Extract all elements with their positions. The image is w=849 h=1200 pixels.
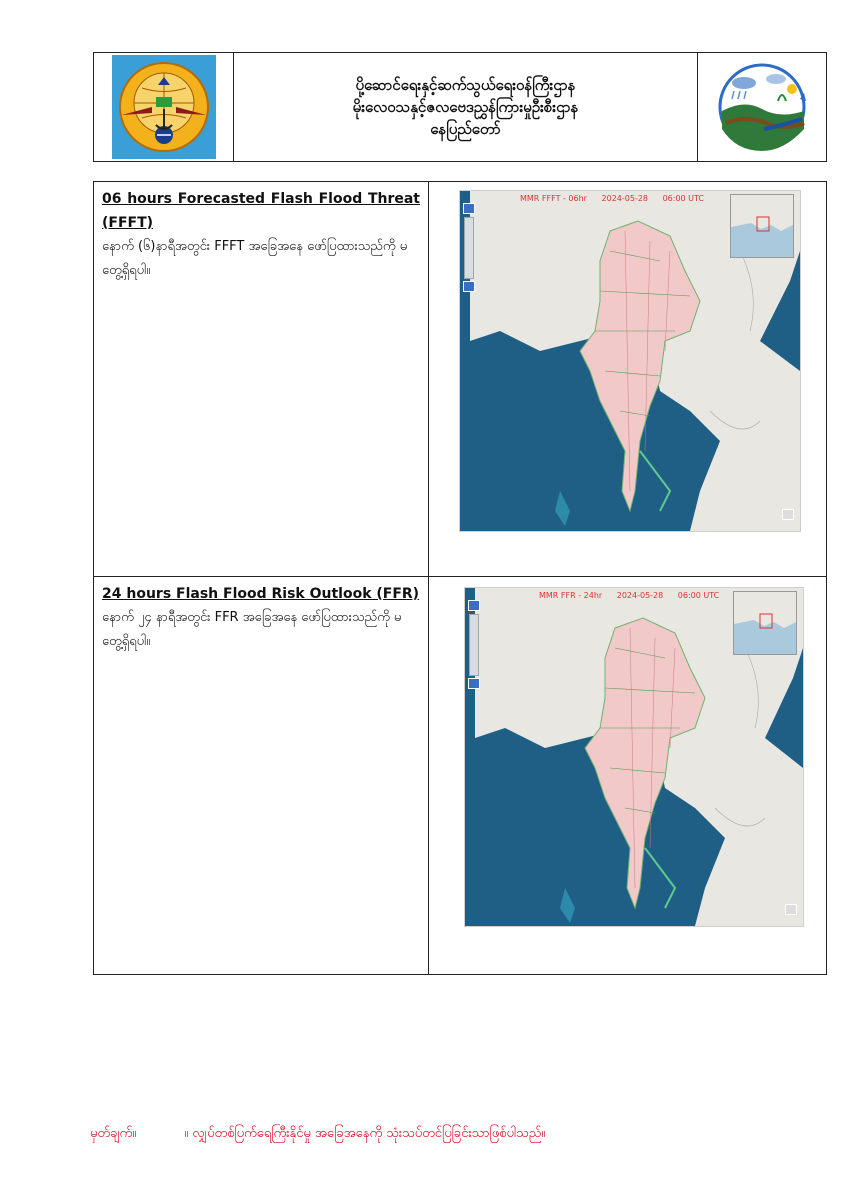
footer-label: မှတ်ချက်။ xyxy=(90,1126,137,1141)
map-product-name: MMR FFFT - 06hr xyxy=(520,194,587,203)
zoom-slider[interactable] xyxy=(469,614,479,676)
fullscreen-icon[interactable] xyxy=(785,904,797,915)
map-time: 06:00 UTC xyxy=(662,194,705,203)
zoom-in-button[interactable] xyxy=(463,203,475,214)
map-time: 06:00 UTC xyxy=(677,591,720,600)
map-date: 2024-05-28 xyxy=(616,591,664,600)
hydrological-cycle-logo-icon xyxy=(714,59,810,155)
table-row xyxy=(94,577,826,974)
map-title xyxy=(539,591,731,600)
right-logo-cell xyxy=(697,53,826,161)
section-description: နောက် (၆)နာရီအတွင်း FFFT အခြေအနေ ဖော်ပြထားသည်ကို မတွေ့ရှိရပါ။ xyxy=(102,239,408,278)
ministry-name: ပို့ဆောင်ရေးနှင့်ဆက်သွယ်ရေးဝန်ကြီးဌာန xyxy=(355,76,576,94)
section-text-cell xyxy=(94,577,429,974)
overview-inset-map xyxy=(730,194,794,258)
inset-map-svg xyxy=(731,195,793,257)
section-title: 06 hours Forecasted Flash Flood Threat (FFFT) xyxy=(102,191,420,231)
footer-note xyxy=(90,1125,545,1144)
section-title: 24 hours Flash Flood Risk Outlook (FFR) xyxy=(102,586,420,602)
map-date: 2024-05-28 xyxy=(601,194,649,203)
fullscreen-icon[interactable] xyxy=(782,509,794,520)
zoom-out-button[interactable] xyxy=(468,678,480,689)
zoom-slider[interactable] xyxy=(464,217,474,279)
zoom-out-button[interactable] xyxy=(463,281,475,292)
overview-inset-map xyxy=(733,591,797,655)
section-map-cell xyxy=(429,577,826,974)
ffr-map xyxy=(464,587,804,927)
section-description: နောက် ၂၄ နာရီအတွင်း FFR အခြေအနေ ဖော်ပြထားသည်ကို မတွေ့ရှိရပါ။ xyxy=(102,610,402,649)
table-row xyxy=(94,182,826,577)
map-product-name: MMR FFR - 24hr xyxy=(539,591,603,600)
department-name: မိုးလေဝသနှင့်ဇလဗေဒညွှန်ကြားမှုဦးစီးဌာန xyxy=(352,98,579,116)
content-table xyxy=(93,181,827,975)
header-box xyxy=(93,52,827,162)
zoom-in-button[interactable] xyxy=(468,600,480,611)
section-map-cell xyxy=(429,182,826,576)
section-text-cell xyxy=(94,182,429,576)
footer-text: ။ လျှပ်တစ်ပြက်ရေကြီးနိုင်မှု အခြေအနေကို သုံးသပ်တင်ပြခြင်းသာဖြစ်ပါသည်။ xyxy=(184,1126,546,1141)
map-title xyxy=(520,194,716,203)
header-titles xyxy=(234,53,697,161)
ffft-map xyxy=(459,190,801,532)
city-name: နေပြည်တော် xyxy=(430,120,501,138)
left-logo-cell xyxy=(94,53,234,161)
inset-map-svg xyxy=(734,592,796,654)
department-emblem-logo-icon xyxy=(112,55,216,159)
